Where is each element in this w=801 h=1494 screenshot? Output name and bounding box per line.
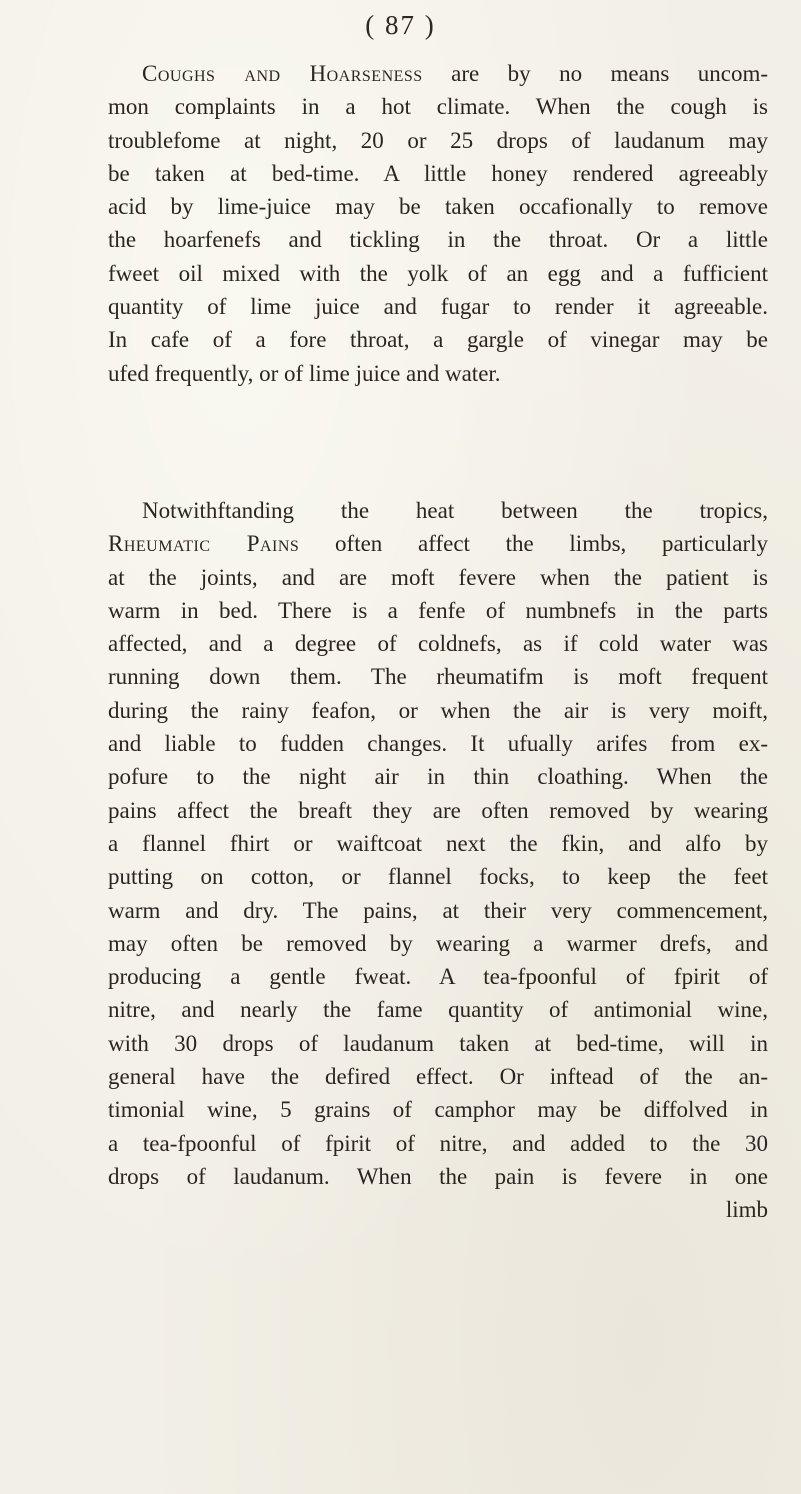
text-line: general have the defired effect. Or inftead of the an- (108, 1064, 768, 1090)
text-line: mon complaints in a hot climate. When the cough is (108, 94, 768, 120)
text-line: and liable to fudden changes. It ufually arifes from ex- (108, 731, 768, 757)
text-line: fweet oil mixed with the yolk of an egg and a fufficient (108, 260, 768, 286)
page-number: ( 87 ) (365, 10, 436, 40)
text-line: Rheumatic Pains often affect the limbs, particularly (108, 531, 768, 557)
text-line: during the rainy feafon, or when the air is very moift, (108, 697, 768, 723)
text-line: drops of laudanum. When the pain is fevere in one (108, 1163, 768, 1189)
text-line: quantity of lime juice and fugar to render it agreeable. (108, 294, 768, 320)
text-line: pofure to the night air in thin cloathing. When the (108, 764, 768, 790)
text-line: a tea-fpoonful of fpirit of nitre, and added to the 30 (108, 1130, 768, 1156)
text-line: putting on cotton, or flannel focks, to keep the feet (108, 864, 768, 890)
text-line: Coughs and Hoarseness are by no means uncom- (142, 61, 769, 86)
text-line: running down them. The rheumatifm is moft frequent (108, 664, 768, 690)
text-line: be taken at bed-time. A little honey rendered agreeably (108, 160, 768, 186)
text-line: In cafe of a fore throat, a gargle of vinegar may be (108, 327, 768, 353)
text-line: at the joints, and are moft fevere when the patient is (108, 564, 768, 590)
text-line: Notwithftanding the heat between the tropics, (142, 498, 768, 523)
text-line: nitre, and nearly the fame quantity of antimonial wine, (108, 997, 768, 1023)
text-line: ufed frequently, or of lime juice and water. (108, 360, 501, 386)
text-line: the hoarfenefs and tickling in the throat. Or a little (108, 227, 768, 253)
paragraph-coughs (108, 57, 768, 390)
catchword: limb (725, 1197, 768, 1223)
text-line: with 30 drops of laudanum taken at bed-time, will in (108, 1030, 768, 1056)
text-line: acid by lime-juice may be taken occafionally to remove (108, 194, 768, 220)
text-line: troublefome at night, 20 or 25 drops of laudanum may (108, 127, 768, 153)
small-caps-heading: Coughs and Hoarseness (142, 61, 423, 86)
text-line: may often be removed by wearing a warmer drefs, and (108, 930, 768, 956)
small-caps-heading: Rheumatic Pains (108, 531, 300, 557)
text-line: timonial wine, 5 grains of camphor may be diffolved in (108, 1097, 768, 1123)
text-line: pains affect the breaft they are often removed by wearing (108, 797, 768, 823)
text-line: warm in bed. There is a fenfe of numbnefs in the parts (108, 597, 768, 623)
text-line: producing a gentle fweat. A tea-fpoonful of fpirit of (108, 964, 768, 990)
text-line: affected, and a degree of coldnefs, as if cold water was (108, 631, 768, 657)
text-line: a flannel fhirt or waiftcoat next the fkin, and alfo by (108, 830, 768, 856)
text-line: warm and dry. The pains, at their very commencement, (108, 897, 768, 923)
paragraph-rheumatic-pains (108, 494, 768, 1227)
